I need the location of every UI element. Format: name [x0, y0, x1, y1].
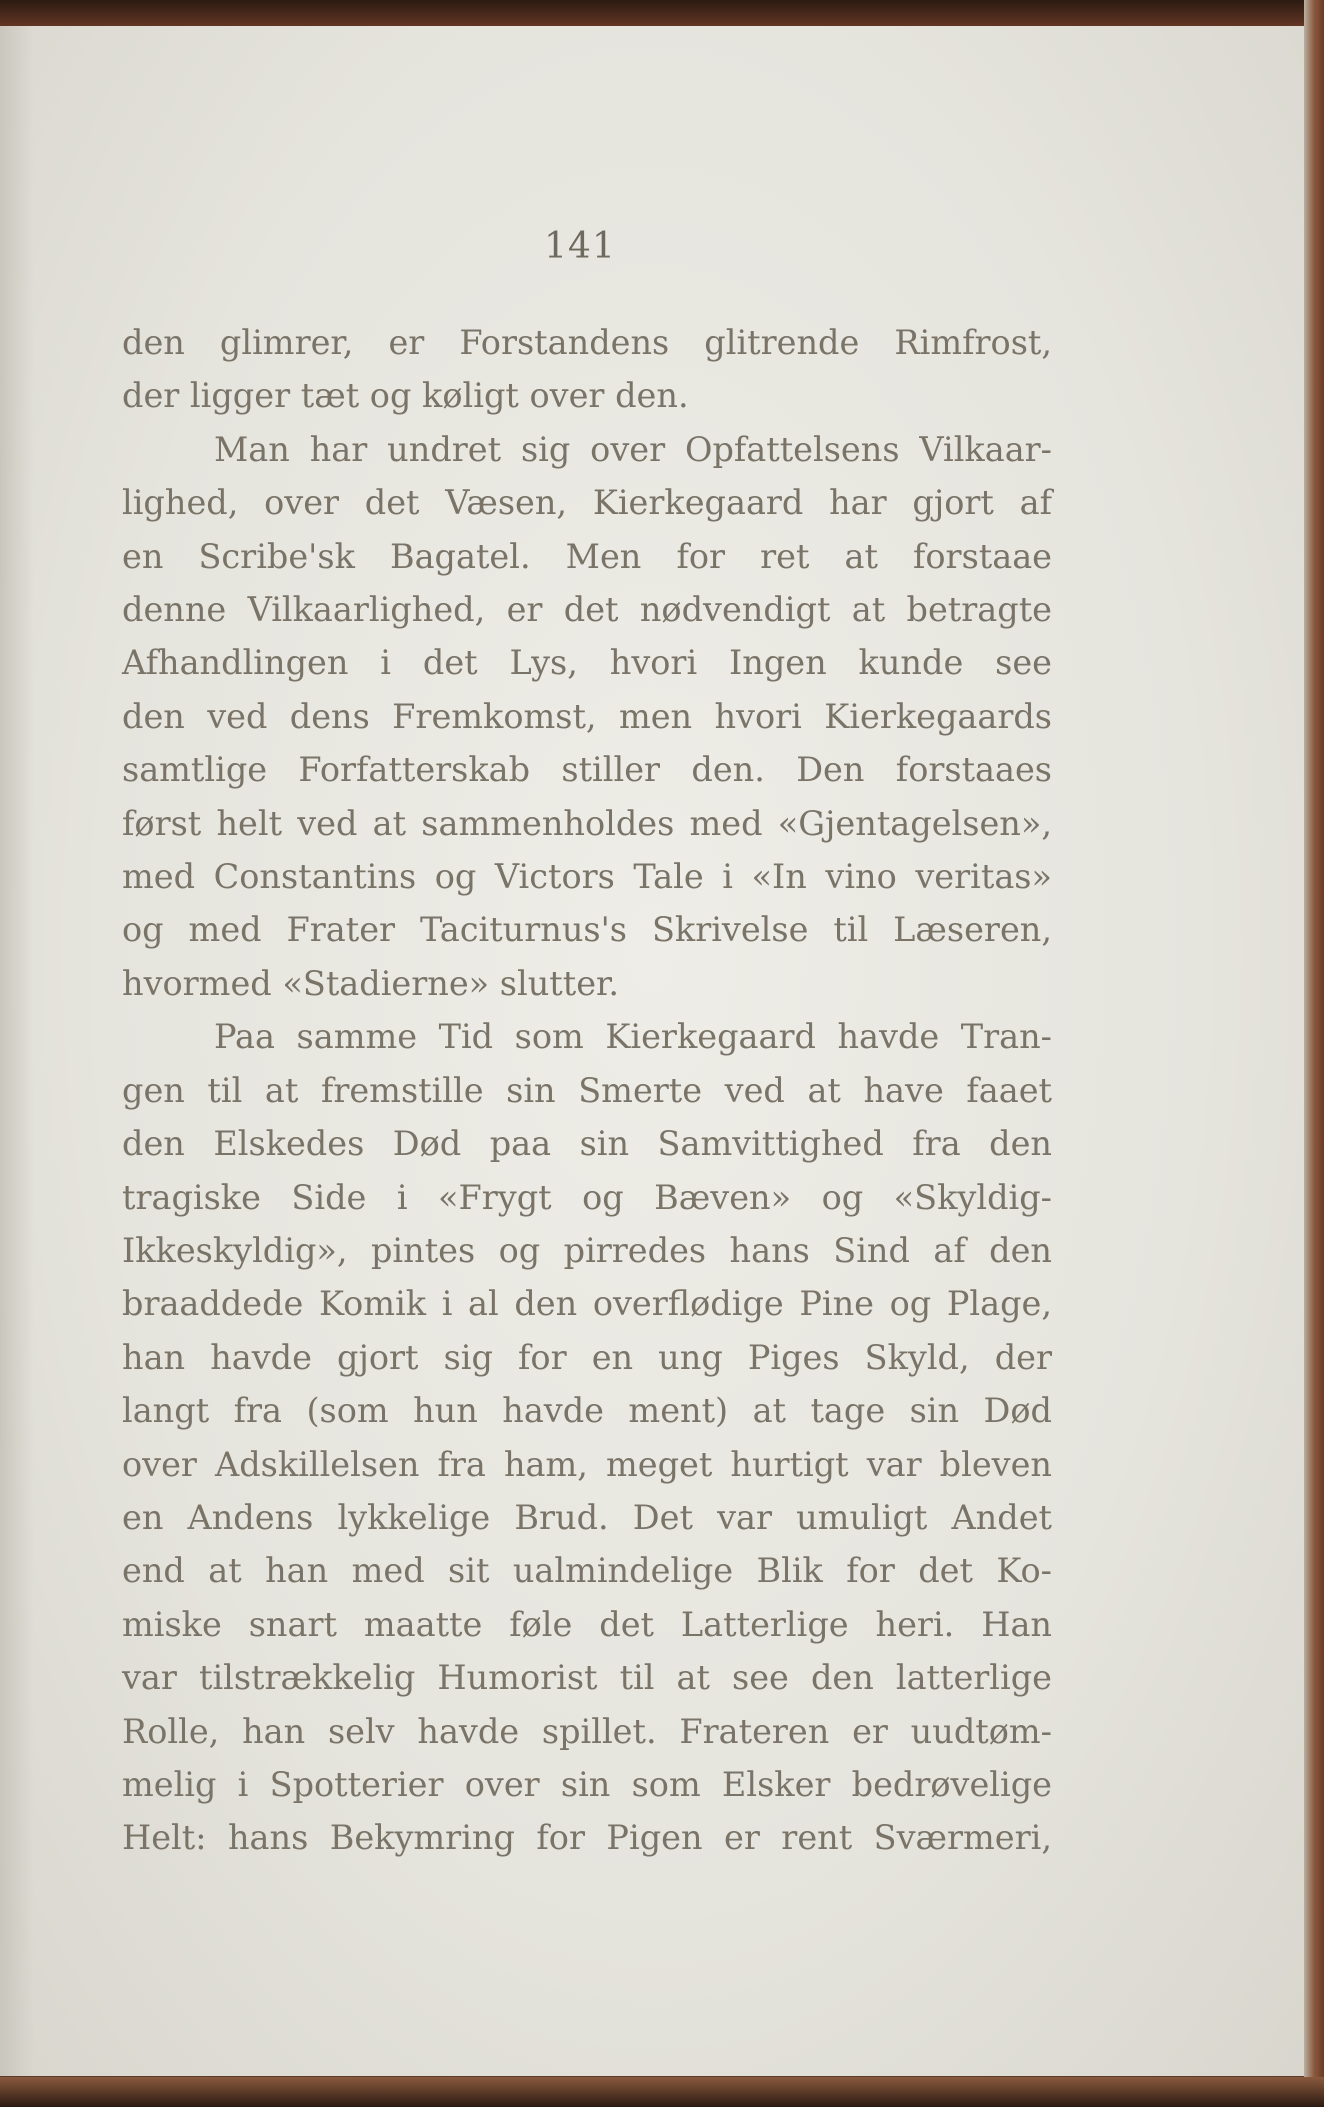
page-body-text [122, 316, 1052, 1865]
text-line: samtlige Forfatterskab stiller den. Den forstaaes [122, 750, 1052, 790]
text-line: han havde gjort sig for en ung Piges Skyld, der [122, 1337, 1052, 1377]
text-line: var tilstrækkelig Humorist til at see den latterlige [122, 1658, 1052, 1698]
page-gutter-shadow [0, 26, 34, 2076]
text-line: med Constantins og Victors Tale i «In vino veritas» [122, 857, 1052, 897]
text-line: melig i Spotterier over sin som Elsker bedrøvelige [122, 1764, 1052, 1804]
book-page [0, 26, 1304, 2076]
text-line: og med Frater Taciturnus's Skrivelse til Læseren, [122, 910, 1052, 950]
page-number: 141 [544, 226, 616, 267]
text-line: over Adskillelsen fra ham, meget hurtigt var bleven [122, 1444, 1052, 1484]
book-edge-bottom [0, 2077, 1324, 2107]
text-line: en Scribe'sk Bagatel. Men for ret at forstaae [122, 536, 1052, 576]
book-edge-right [1304, 0, 1324, 2107]
text-line: en Andens lykkelige Brud. Det var umuligt Andet [122, 1497, 1052, 1537]
text-line: Helt: hans Bekymring for Pigen er rent Sværmeri, [122, 1818, 1052, 1858]
text-line: miske snart maatte føle det Latterlige heri. Han [122, 1604, 1052, 1644]
text-line: langt fra (som hun havde ment) at tage sin Død [122, 1391, 1052, 1431]
text-line: der ligger tæt og køligt over den. [122, 376, 689, 416]
text-line: tragiske Side i «Frygt og Bæven» og «Skyldig- [122, 1177, 1052, 1217]
text-line: først helt ved at sammenholdes med «Gjentagelsen», [122, 803, 1052, 843]
text-line: braaddede Komik i al den overflødige Pine og Plage, [122, 1284, 1052, 1324]
text-line: gen til at fremstille sin Smerte ved at have faaet [122, 1070, 1052, 1110]
text-line: Afhandlingen i det Lys, hvori Ingen kunde see [122, 643, 1052, 683]
text-line: Man har undret sig over Opfattelsens Vilkaar- [214, 429, 1052, 469]
text-line: hvormed «Stadierne» slutter. [122, 963, 620, 1003]
text-line: Ikkeskyldig», pintes og pirredes hans Sind af den [122, 1230, 1052, 1270]
text-line: den ved dens Fremkomst, men hvori Kierkegaards [122, 696, 1052, 736]
text-line: denne Vilkaarlighed, er det nødvendigt at betragte [122, 590, 1052, 630]
text-line: Paa samme Tid som Kierkegaard havde Tran- [214, 1017, 1052, 1057]
text-line: den glimrer, er Forstandens glitrende Rimfrost, [122, 323, 1052, 362]
text-line: lighed, over det Væsen, Kierkegaard har gjort af [122, 483, 1052, 523]
text-line: Rolle, han selv havde spillet. Frateren er uudtøm- [122, 1711, 1052, 1751]
text-line: end at han med sit ualmindelige Blik for det Ko- [122, 1551, 1052, 1591]
text-line: den Elskedes Død paa sin Samvittighed fra den [122, 1124, 1052, 1164]
